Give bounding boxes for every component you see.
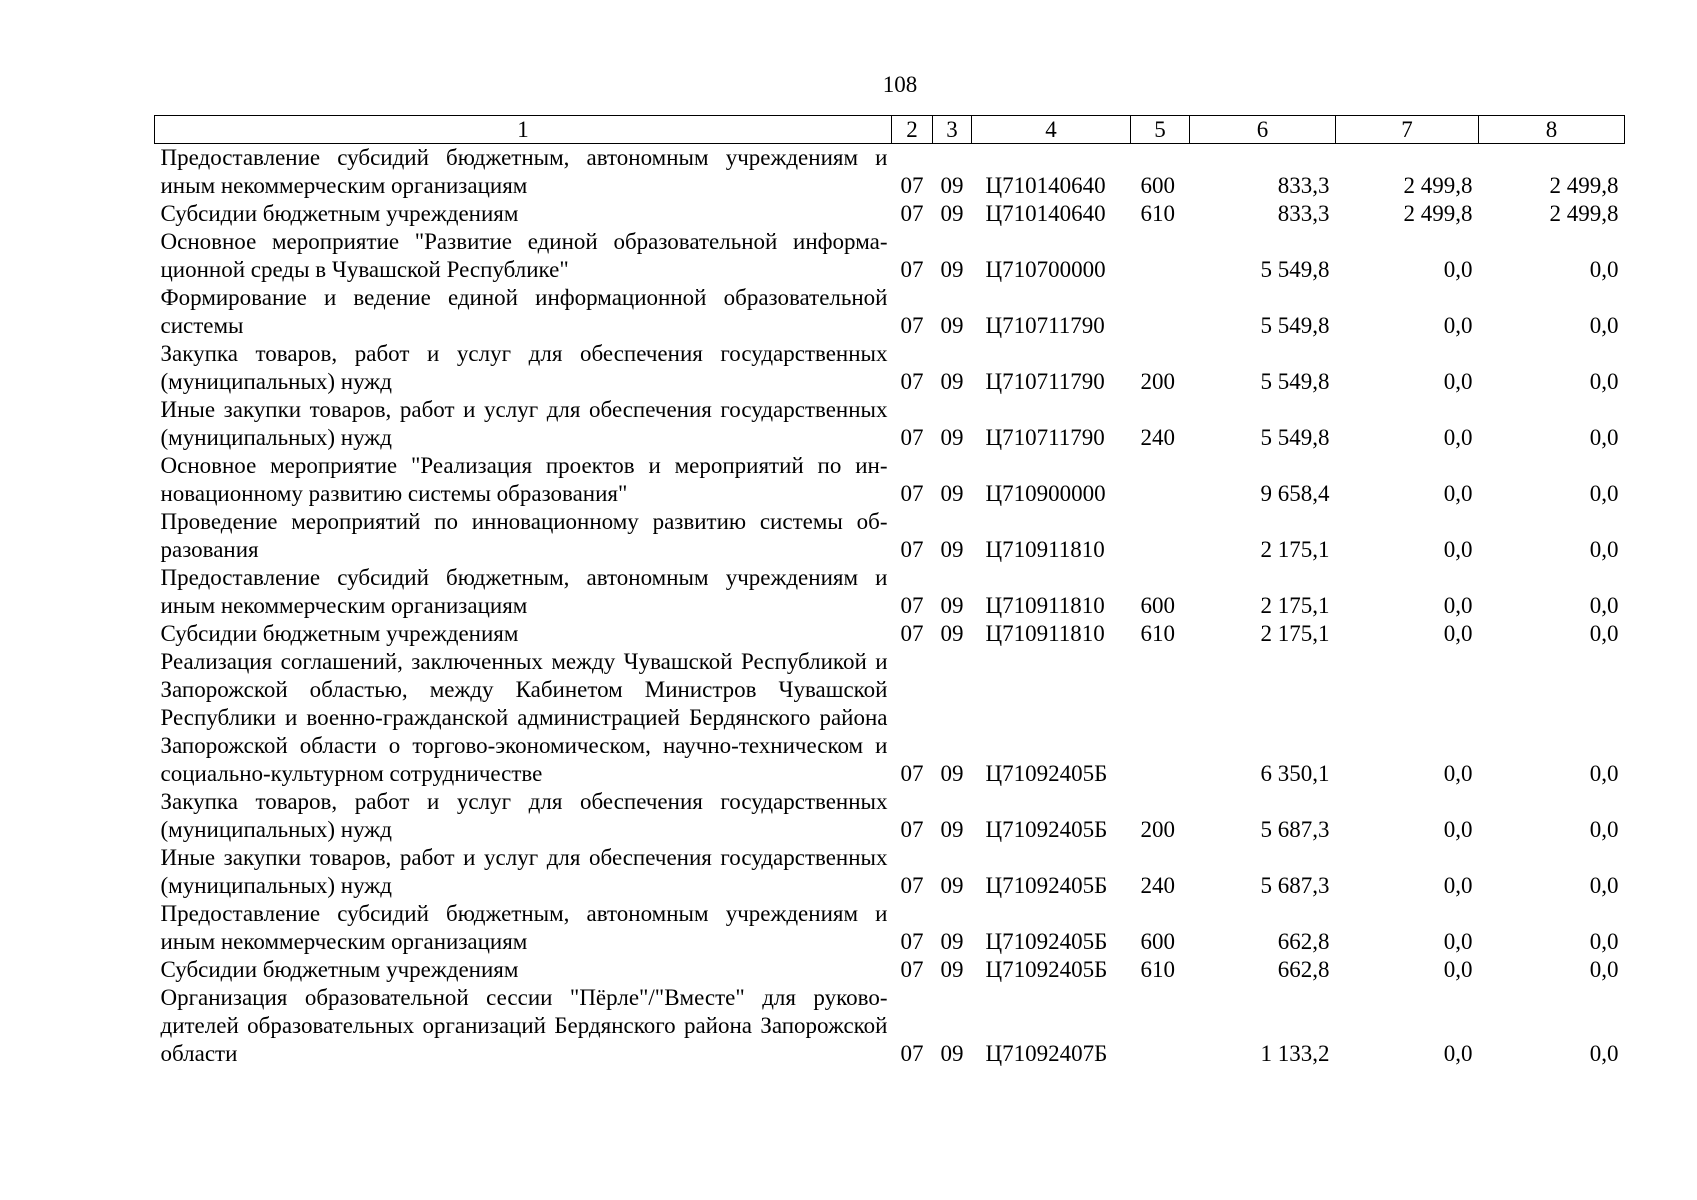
amount-col-7: 0,0: [1443, 369, 1473, 394]
amount-col-8: 0,0: [1589, 481, 1619, 506]
amount-col-6: 5 549,8: [1260, 369, 1330, 394]
subsection-code: 09: [940, 425, 964, 450]
amount-col-8: 0,0: [1589, 761, 1619, 786]
target-article-code: Ц710700000: [985, 257, 1106, 282]
amount-col-6: 2 175,1: [1260, 537, 1330, 562]
subsection-code: 09: [940, 313, 964, 338]
amount-col-7: 2 499,8: [1403, 173, 1473, 198]
table-row: [155, 340, 1625, 396]
table-row: [155, 564, 1625, 620]
subsection-code: 09: [940, 1041, 964, 1066]
amount-col-6: 662,8: [1277, 929, 1330, 954]
amount-col-6: 833,3: [1277, 173, 1330, 198]
row-name: Основное мероприятие "Реализация проектов и мероприятий по инновационному развитию системы образования": [160, 453, 888, 506]
row-name: Субсидии бюджетным учреждениям: [160, 957, 519, 982]
amount-col-8: 2 499,8: [1549, 173, 1619, 198]
expense-type-code: [1131, 228, 1190, 284]
amount-col-6: 9 658,4: [1260, 481, 1330, 506]
target-article-code: Ц710711790: [985, 313, 1105, 338]
subsection-code: 09: [940, 957, 964, 982]
amount-col-7: 2 499,8: [1403, 201, 1473, 226]
section-code: 07: [900, 425, 924, 450]
amount-col-6: 5 549,8: [1260, 425, 1330, 450]
amount-col-7: 0,0: [1443, 313, 1473, 338]
row-name: Предоставление субсидий бюджетным, автономным учреждениям и иным некоммерческим организациям: [160, 145, 888, 198]
amount-col-8: 0,0: [1589, 425, 1619, 450]
expense-type-code: 600: [1140, 929, 1175, 954]
amount-col-6: 2 175,1: [1260, 593, 1330, 618]
amount-col-7: 0,0: [1443, 1041, 1473, 1066]
target-article-code: Ц710711790: [985, 369, 1105, 394]
expense-type-code: 200: [1140, 817, 1175, 842]
subsection-code: 09: [940, 817, 964, 842]
expense-type-code: [1131, 452, 1190, 508]
subsection-code: 09: [940, 369, 964, 394]
amount-col-7: 0,0: [1443, 761, 1473, 786]
target-article-code: Ц71092405Б: [985, 761, 1108, 786]
amount-col-7: 0,0: [1443, 593, 1473, 618]
section-code: 07: [900, 957, 924, 982]
expense-type-code: 240: [1140, 873, 1175, 898]
amount-col-7: 0,0: [1443, 873, 1473, 898]
table-row: [155, 452, 1625, 508]
expense-type-code: [1131, 284, 1190, 340]
amount-col-8: 0,0: [1589, 957, 1619, 982]
amount-col-6: 5 687,3: [1260, 817, 1330, 842]
amount-col-8: 0,0: [1589, 621, 1619, 646]
section-code: 07: [900, 929, 924, 954]
amount-col-8: 0,0: [1589, 313, 1619, 338]
column-number: 2: [892, 116, 933, 144]
amount-col-8: 0,0: [1589, 593, 1619, 618]
row-name: Закупка товаров, работ и услуг для обеспечения государственных (муниципальных) нужд: [160, 341, 888, 394]
subsection-code: 09: [940, 257, 964, 282]
row-name: Закупка товаров, работ и услуг для обеспечения государственных (муниципальных) нужд: [160, 789, 888, 842]
subsection-code: 09: [940, 537, 964, 562]
column-number: 4: [972, 116, 1131, 144]
subsection-code: 09: [940, 929, 964, 954]
row-name: Иные закупки товаров, работ и услуг для обеспечения государственных (муниципальных) нужд: [160, 845, 888, 898]
amount-col-6: 5 687,3: [1260, 873, 1330, 898]
table-row: [155, 788, 1625, 844]
section-code: 07: [900, 537, 924, 562]
section-code: 07: [900, 257, 924, 282]
amount-col-6: 5 549,8: [1260, 313, 1330, 338]
amount-col-7: 0,0: [1443, 957, 1473, 982]
expense-type-code: [1131, 648, 1190, 788]
amount-col-7: 0,0: [1443, 537, 1473, 562]
row-name: Иные закупки товаров, работ и услуг для обеспечения государственных (муниципальных) нужд: [160, 397, 888, 450]
amount-col-8: 0,0: [1589, 873, 1619, 898]
amount-col-8: 0,0: [1589, 817, 1619, 842]
subsection-code: 09: [940, 621, 964, 646]
amount-col-8: 0,0: [1589, 537, 1619, 562]
amount-col-6: 1 133,2: [1260, 1041, 1330, 1066]
table-row: [155, 228, 1625, 284]
subsection-code: 09: [940, 201, 964, 226]
column-number: 8: [1479, 116, 1625, 144]
budget-table: [154, 115, 1625, 1068]
column-number: 6: [1190, 116, 1336, 144]
column-number: 3: [933, 116, 972, 144]
target-article-code: Ц71092407Б: [985, 1041, 1108, 1066]
expense-type-code: 610: [1140, 201, 1175, 226]
amount-col-6: 6 350,1: [1260, 761, 1330, 786]
target-article-code: Ц71092405Б: [985, 957, 1108, 982]
subsection-code: 09: [940, 873, 964, 898]
expense-type-code: 610: [1140, 957, 1175, 982]
table-row: [155, 144, 1625, 201]
section-code: 07: [900, 173, 924, 198]
amount-col-6: 662,8: [1277, 957, 1330, 982]
subsection-code: 09: [940, 593, 964, 618]
subsection-code: 09: [940, 481, 964, 506]
amount-col-7: 0,0: [1443, 257, 1473, 282]
section-code: 07: [900, 761, 924, 786]
row-name: Проведение мероприятий по инновационному развитию системы образования: [160, 509, 888, 562]
expense-type-code: 610: [1140, 621, 1175, 646]
section-code: 07: [900, 369, 924, 394]
amount-col-8: 0,0: [1589, 369, 1619, 394]
expense-type-code: 600: [1140, 593, 1175, 618]
amount-col-7: 0,0: [1443, 929, 1473, 954]
table-row: [155, 984, 1625, 1068]
target-article-code: Ц710140640: [985, 201, 1106, 226]
target-article-code: Ц71092405Б: [985, 873, 1108, 898]
table-row: [155, 900, 1625, 956]
expense-type-code: 240: [1140, 425, 1175, 450]
expense-type-code: 200: [1140, 369, 1175, 394]
table-row: [155, 620, 1625, 648]
expense-type-code: [1131, 508, 1190, 564]
section-code: 07: [900, 1041, 924, 1066]
amount-col-7: 0,0: [1443, 481, 1473, 506]
row-name: Организация образовательной сессии "Пёрле"/"Вместе" для руководителей образовательных организаций Бердянского района Запорожской области: [160, 985, 888, 1066]
amount-col-7: 0,0: [1443, 817, 1473, 842]
table-row: [155, 200, 1625, 228]
section-code: 07: [900, 593, 924, 618]
amount-col-8: 0,0: [1589, 257, 1619, 282]
amount-col-8: 0,0: [1589, 1041, 1619, 1066]
page-number: 108: [882, 72, 918, 97]
table-row: [155, 956, 1625, 984]
section-code: 07: [900, 621, 924, 646]
target-article-code: Ц710140640: [985, 173, 1106, 198]
target-article-code: Ц710911810: [985, 621, 1105, 646]
table-row: [155, 508, 1625, 564]
table-body: [155, 144, 1625, 1069]
subsection-code: 09: [940, 761, 964, 786]
amount-col-8: 0,0: [1589, 929, 1619, 954]
row-name: Формирование и ведение единой информационной образовательной системы: [160, 285, 888, 338]
target-article-code: Ц710900000: [985, 481, 1106, 506]
section-code: 07: [900, 313, 924, 338]
column-number: 1: [155, 116, 892, 144]
column-number: 5: [1131, 116, 1190, 144]
row-name: Предоставление субсидий бюджетным, автономным учреждениям и иным некоммерческим организациям: [160, 901, 888, 954]
amount-col-6: 5 549,8: [1260, 257, 1330, 282]
expense-type-code: [1131, 984, 1190, 1068]
row-name: Субсидии бюджетным учреждениям: [160, 201, 519, 226]
table-row: [155, 396, 1625, 452]
section-code: 07: [900, 873, 924, 898]
table-row: [155, 284, 1625, 340]
table-row: [155, 648, 1625, 788]
row-name: Основное мероприятие "Развитие единой образовательной информационной среды в Чувашской Республике": [160, 229, 888, 282]
row-name: Субсидии бюджетным учреждениям: [160, 621, 519, 646]
expense-type-code: 600: [1140, 173, 1175, 198]
target-article-code: Ц710711790: [985, 425, 1105, 450]
amount-col-7: 0,0: [1443, 621, 1473, 646]
target-article-code: Ц710911810: [985, 537, 1105, 562]
row-name: Предоставление субсидий бюджетным, автономным учреждениям и иным некоммерческим организациям: [160, 565, 888, 618]
section-code: 07: [900, 817, 924, 842]
amount-col-6: 2 175,1: [1260, 621, 1330, 646]
amount-col-7: 0,0: [1443, 425, 1473, 450]
row-name: Реализация соглашений, заключенных между Чувашской Республикой и Запорожской областью, между Кабинетом Министров Чувашской Республики и военно-гражданской администрацией Бердянского района Запорожской области о торгово-экономическом, научно-техническом и социально-культурном сотрудничестве: [160, 649, 888, 786]
section-code: 07: [900, 481, 924, 506]
section-code: 07: [900, 201, 924, 226]
amount-col-8: 2 499,8: [1549, 201, 1619, 226]
column-number: 7: [1336, 116, 1479, 144]
target-article-code: Ц71092405Б: [985, 817, 1108, 842]
amount-col-6: 833,3: [1277, 201, 1330, 226]
target-article-code: Ц71092405Б: [985, 929, 1108, 954]
target-article-code: Ц710911810: [985, 593, 1105, 618]
table-row: [155, 844, 1625, 900]
subsection-code: 09: [940, 173, 964, 198]
column-number-row: [155, 116, 1625, 144]
